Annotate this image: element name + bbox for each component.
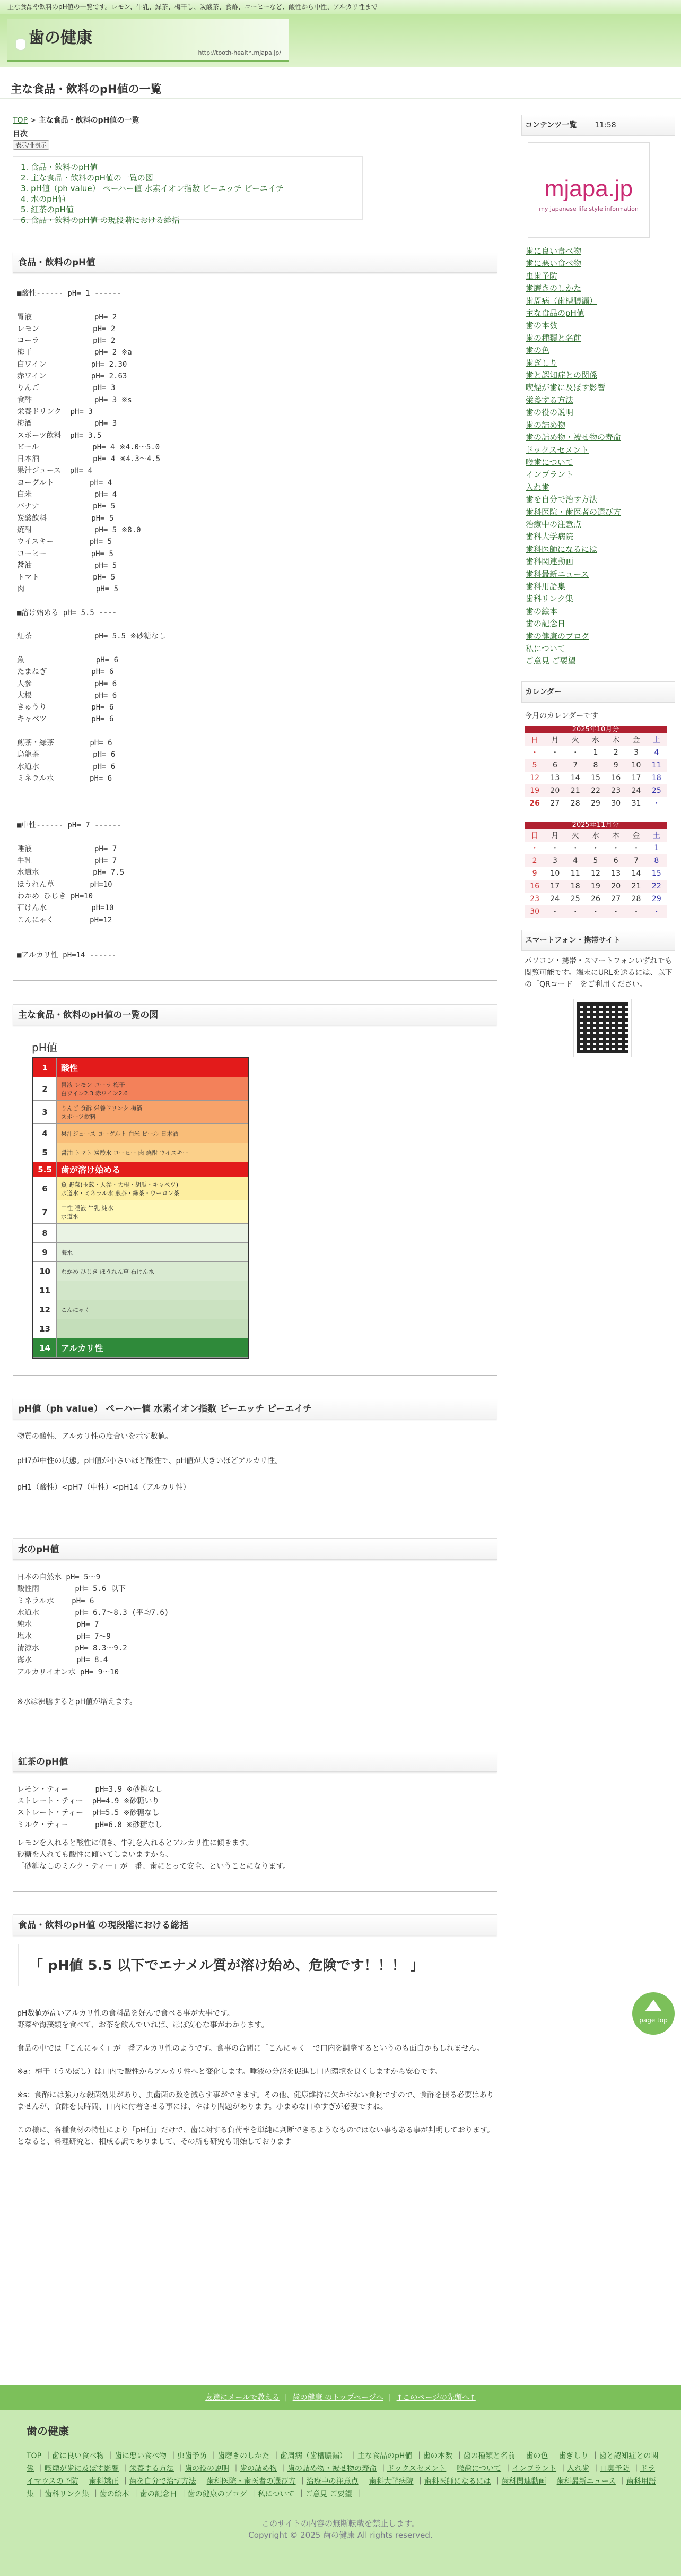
site-logo[interactable] bbox=[7, 19, 289, 62]
calendar-day: ・ bbox=[626, 905, 646, 918]
calendar-weekday: 土 bbox=[647, 733, 667, 746]
contents-heading bbox=[521, 115, 675, 136]
footer-link-separator: | bbox=[284, 2393, 287, 2402]
breadcrumb-top-link[interactable]: TOP bbox=[13, 116, 28, 125]
calendar-day: 6 bbox=[545, 759, 565, 772]
neutral-list: ■中性------ pH= 7 ------ 唾液 pH= 7 牛乳 pH= 7 水道水 pH= 7.5 ほうれん草 pH=10 わかめ ひじき pH=10 石けん水 pH=10 こんにゃく pH=12 bbox=[17, 821, 125, 924]
ph-row bbox=[33, 1338, 248, 1358]
ph-row-label bbox=[57, 1319, 65, 1338]
sidebar-menu-item[interactable]: 歯に悪い食べ物 bbox=[526, 258, 582, 269]
ph-row-label: 歯が溶け始める bbox=[61, 1165, 121, 1175]
ph-row bbox=[33, 1077, 248, 1101]
ph-figure bbox=[25, 1036, 259, 1359]
footer-menu-item[interactable]: 歯科矯正 bbox=[89, 2477, 119, 2486]
footer-menu-item[interactable]: 主な食品のpH値 bbox=[357, 2452, 413, 2460]
summary-p3: 食品の中では「こんにゃく」が一番アルカリ性のようです。食事の合間に「こんにゃく」で口内を調整するというのも面白かもしれません。 bbox=[17, 2044, 484, 2053]
calendar-day: 20 bbox=[545, 784, 565, 797]
calendar-day: ・ bbox=[586, 905, 606, 918]
toc-item[interactable]: 4. 水のpH値 bbox=[21, 194, 66, 204]
calendar-weekday: 土 bbox=[647, 829, 667, 842]
calendar-day: 29 bbox=[591, 799, 600, 808]
calendar-day: 26 bbox=[591, 894, 600, 903]
calendar-note: 今月のカレンダーです bbox=[525, 711, 599, 720]
section-title-tea-ph: 紅茶のpH値 bbox=[13, 1751, 497, 1772]
calendar-day: 10 bbox=[626, 759, 646, 772]
ph-explanation: pH7が中性の状態。pH値が小さいほど酸性で、pH値が大きいほどアルカリ性。 bbox=[17, 1457, 283, 1466]
ph-row-number: 10 bbox=[33, 1262, 57, 1281]
calendar-day: 12 bbox=[530, 773, 540, 782]
calendar-november bbox=[525, 822, 667, 918]
footer-menu-item[interactable]: 歯の色 bbox=[526, 2452, 548, 2460]
sidebar-menu bbox=[521, 245, 675, 668]
footer-link[interactable]: ↑このページの先頭へ↑ bbox=[396, 2393, 476, 2402]
calendar-day: 12 bbox=[591, 869, 600, 878]
ph-range: pH1（酸性）<pH7（中性）<pH14（アルカリ性） bbox=[17, 1483, 190, 1492]
footer-menu-item[interactable]: 歯の本数 bbox=[423, 2452, 453, 2460]
ph-row-number: 6 bbox=[33, 1177, 57, 1200]
footer-menu-item[interactable]: 歯科医院・歯医者の選び方 bbox=[206, 2477, 296, 2486]
footer-menu-item[interactable]: 喫煙が歯に及ぼす影響 bbox=[45, 2465, 119, 2473]
footer-menu-item[interactable]: 歯科大学病院 bbox=[369, 2477, 414, 2486]
footer-menu-item[interactable]: TOP bbox=[27, 2452, 42, 2460]
main-column bbox=[13, 115, 497, 2148]
calendar-day: ・ bbox=[551, 748, 559, 757]
section-title-summary: 食品・飲料のpH値 の現段階における総括 bbox=[13, 1914, 497, 1935]
calendar-day: 21 bbox=[626, 880, 646, 893]
tea-note-1: レモンを入れると酸性に傾き、牛乳を入れるとアルカリ性に傾きます。 bbox=[17, 1839, 254, 1847]
ph-row-label: 中性 唾液 牛乳 純水 水道水 bbox=[61, 1204, 114, 1220]
sidebar-menu-item[interactable]: 歯の詰め物 bbox=[526, 420, 566, 430]
acid-list: ■酸性------ pH= 1 ------ 胃液 pH= 2 レモン pH= 2 コーラ pH= 2 梅干 pH= 2 ※a 白ワイン pH= 2.30 赤ワイン pH= 2.63 りんご pH= 3 食酢 pH= 3 ※s 栄養ドリンク pH= 3 梅酒 pH= 3 スポーツ飲料 pH= 3.5 ビール pH= 4 ※4.0〜5.0 日本酒 pH= 4 ※4.3〜4.5 果汁ジュース pH= 4 ヨーグルト pH= 4 白米 pH= 4 バナナ pH= 5 炭酸飲料 pH= 5 焼酎 pH= 5 ※8.0 ウイスキー pH= 5 コーヒー pH= 5 醤油 pH= 5 トマト pH= 5 肉 pH= 5 bbox=[17, 289, 161, 594]
footer-menu-item[interactable]: 歯に良い食べ物 bbox=[52, 2452, 104, 2460]
calendar-day: 23 bbox=[606, 784, 626, 797]
summary-p1: pH数値が高いアルカリ性の食料品を好んで食べる事が大事です。 bbox=[17, 2009, 234, 2018]
calendar-day: 18 bbox=[565, 880, 586, 893]
calendar-weekday: 火 bbox=[565, 733, 586, 746]
footer-menu-item[interactable]: 私について bbox=[257, 2490, 295, 2499]
calendar-day: 16 bbox=[611, 773, 621, 782]
clock: 11:58 bbox=[595, 121, 616, 129]
calendar-weekday: 金 bbox=[626, 733, 646, 746]
ph-row-number: 5 bbox=[33, 1143, 57, 1162]
calendar-day: 5 bbox=[525, 759, 545, 772]
calendar-day: 16 bbox=[525, 880, 545, 893]
table-of-contents bbox=[13, 156, 363, 225]
calendar-day: 26 bbox=[529, 799, 540, 808]
breadcrumb bbox=[13, 115, 497, 125]
footer-menu-item[interactable]: 歯の種類と名前 bbox=[463, 2452, 516, 2460]
calendar-day: 6 bbox=[606, 854, 626, 867]
calendar-day: 24 bbox=[550, 894, 560, 903]
page-top-button[interactable]: page top bbox=[632, 1992, 675, 2035]
calendar-day: ・ bbox=[551, 844, 559, 853]
toc-item[interactable]: 2. 主な食品・飲料のpH値の一覧の図 bbox=[21, 173, 153, 183]
footer-menu-item[interactable]: インプラント bbox=[512, 2465, 557, 2473]
calendar-day: 9 bbox=[532, 869, 537, 878]
breadcrumb-separator: > bbox=[28, 116, 39, 125]
calendar-day: 1 bbox=[593, 748, 598, 757]
footer-menu-item[interactable]: 歯の絵本 bbox=[99, 2490, 129, 2499]
footer-menu-item[interactable]: 歯の役の説明 bbox=[185, 2465, 229, 2473]
ph-row bbox=[33, 1224, 248, 1243]
ph-row bbox=[33, 1177, 248, 1200]
phone-text: パソコン・携帯・スマートフォンいずれでも閲覧可能です。端末にURLを送るには、以下の「QRコード」をご利用ください。 bbox=[525, 956, 673, 989]
footer-menu-item[interactable]: 歯に悪い食べ物 bbox=[115, 2452, 167, 2460]
ph-row-label: 胃液 レモン コーラ 梅干 白ワイン2.3 赤ワイン2.6 bbox=[61, 1081, 128, 1097]
calendar-day: ・ bbox=[612, 844, 620, 853]
sidebar bbox=[521, 115, 675, 1057]
ph-row-number: 9 bbox=[33, 1243, 57, 1261]
toc-item[interactable]: 3. pH値（ph value） ペーハー値 水素イオン指数 ピーエッチ ピーエイチ bbox=[21, 184, 284, 193]
toc-item[interactable]: 1. 食品・飲料のpH値 bbox=[21, 162, 98, 172]
water-note: ※水は沸騰するとpH値が増えます。 bbox=[17, 1697, 137, 1706]
ph-row-number: 3 bbox=[33, 1101, 57, 1123]
ph-row bbox=[33, 1262, 248, 1281]
ph-row bbox=[33, 1200, 248, 1224]
calendar-day: 14 bbox=[631, 869, 641, 878]
footer-menu-item[interactable]: 歯の健康のブログ bbox=[187, 2490, 247, 2499]
calendar-day: 22 bbox=[647, 880, 667, 893]
ph-row-number: 8 bbox=[33, 1224, 57, 1242]
ph-row bbox=[33, 1281, 248, 1300]
calendar-day: 10 bbox=[550, 869, 560, 878]
calendar-day: 5 bbox=[586, 854, 606, 867]
footer-menu-item[interactable]: 歯の記念日 bbox=[139, 2490, 177, 2499]
calendar-day: 17 bbox=[631, 773, 641, 782]
sidebar-menu-item[interactable]: 歯の種類と名前 bbox=[526, 333, 582, 343]
melt-list: ■溶け始める pH= 5.5 ---- 紅茶 pH= 5.5 ※砂糖なし 魚 pH= 6 たまねぎ pH= 6 人参 pH= 6 大根 pH= 6 きゅうり pH= 6 キャベツ pH= 6 煎茶・緑茶 pH= 6 烏龍茶 pH= 6 水道水 pH= 6 ミネラル水 pH= 6 bbox=[17, 608, 167, 783]
calendar-day: 28 bbox=[570, 799, 580, 808]
calendar-day: 1 bbox=[654, 843, 659, 852]
summary-p2: 野菜や海藻類を食べて、お茶を飲んでいれば、ほぼ安心な事がわかります。 bbox=[17, 2021, 269, 2029]
sidebar-menu-item[interactable]: 喉歯について bbox=[526, 457, 573, 467]
calendar-weekday: 水 bbox=[586, 829, 606, 842]
ph-row-label: 醤油 トマト 炭酸水 コーヒー 肉 焼酎 ウイスキー bbox=[61, 1149, 189, 1156]
footer-menu-item[interactable]: ドライマウスの予防 bbox=[27, 2465, 656, 2486]
footer-menu-item[interactable]: 歯磨きのしかた bbox=[217, 2452, 270, 2460]
footer-menu-item[interactable]: 歯科最新ニュース bbox=[556, 2477, 616, 2486]
qr-code bbox=[573, 999, 632, 1057]
alkali-list: ■アルカリ性 pH=14 ------ bbox=[17, 950, 117, 959]
sidebar-menu-item[interactable]: 歯科リンク集 bbox=[526, 594, 573, 604]
calendar-day: 15 bbox=[651, 869, 661, 878]
mjapa-brand: mjapa.jp bbox=[544, 176, 633, 202]
toc-heading bbox=[13, 128, 497, 139]
calendar-day: ・ bbox=[531, 844, 539, 853]
footer-link-separator: | bbox=[388, 2393, 391, 2402]
toc-toggle-button[interactable]: 表示/非表示 bbox=[13, 140, 49, 150]
sidebar-menu-item[interactable]: 歯を自分で治す方法 bbox=[526, 495, 598, 505]
ph-row-label: 酸性 bbox=[61, 1063, 78, 1074]
toc-item[interactable]: 5. 紅茶のpH値 bbox=[21, 205, 74, 214]
ph-row-label: 魚 野菜(玉葱・人参・大根・胡瓜・キャベツ) 水道水・ミネラル水 煎茶・緑茶・ウーロン茶 bbox=[61, 1181, 180, 1197]
calendar-day: 25 bbox=[647, 784, 667, 797]
phone-heading: スマートフォン・携帯サイト bbox=[521, 930, 675, 951]
site-url: http://tooth-health.mjapa.jp/ bbox=[198, 49, 281, 56]
summary-p4: ※a：梅干（うめぼし）は口内で酸性からアルカリ性へと変化します。唾液の分泌を促進し口内環境を良くしますから安心です。 bbox=[17, 2068, 442, 2076]
ph-row bbox=[33, 1300, 248, 1319]
calendar-day: 13 bbox=[611, 869, 621, 878]
sidebar-menu-item[interactable]: 歯周病（歯槽膿漏） bbox=[526, 296, 598, 306]
page-title: 主な食品・飲料のpH値の一覧 bbox=[0, 67, 681, 99]
sidebar-menu-item[interactable]: 歯科最新ニュース bbox=[526, 569, 589, 579]
footer-menu-item[interactable]: 歯周病（歯槽膿漏） bbox=[280, 2452, 347, 2460]
calendar-day: 24 bbox=[626, 784, 646, 797]
sidebar-menu-item[interactable]: 治療中の注意点 bbox=[526, 519, 582, 529]
ph-row-number: 13 bbox=[33, 1319, 57, 1338]
footer-menu-item[interactable]: 入れ歯 bbox=[567, 2465, 590, 2473]
footer-menu: TOP ｜歯に良い食べ物 ｜歯に悪い食べ物 ｜虫歯予防 ｜歯磨きのしかた ｜歯周病（歯槽膿漏） ｜主な食品のpH値 ｜歯の本数 ｜歯の種類と名前 ｜歯の色 ｜歯ぎしり ｜歯と認知症との関係 ｜喫煙が歯に及ぼす影響 ｜栄養する方法 ｜歯の役の説明 ｜歯の詰め物 ｜歯の詰め物・被せ物の寿命 ｜ドックスセメント ｜喉歯について ｜インプラント ｜入れ歯 ｜口臭予防 ｜ドライマウスの予防 ｜歯科矯正 ｜歯を自分で治す方法 ｜歯科医院・歯医者の選び方 ｜治療中の注意点 ｜歯科大学病院 ｜歯科医師になるには ｜歯科関連動画 ｜歯科最新ニュース ｜歯科用語集 ｜歯科リンク集 ｜歯の絵本 ｜歯の記念日 ｜歯の健康のブログ ｜私について ｜ご意見 ご要望 ｜ bbox=[27, 2452, 659, 2499]
water-ph-list: 日本の自然水 pH= 5〜9 酸性雨 pH= 5.6 以下 ミネラル水 pH= 6 水道水 pH= 6.7〜8.3 (平均7.6) 純水 pH= 7 塩水 pH= 7〜9 清涼水 pH= 8.3〜9.2 海水 pH= 8.4 アルカリイオン水 pH= 9〜10 bbox=[17, 1573, 169, 1676]
sidebar-menu-item[interactable]: インプラント bbox=[526, 470, 574, 480]
ph-row-label: こんにゃく bbox=[61, 1306, 90, 1313]
footer-links bbox=[0, 2385, 681, 2410]
footer bbox=[0, 2385, 681, 2576]
calendar-weekday: 木 bbox=[606, 829, 626, 842]
ph-figure-label: pH値 bbox=[32, 1041, 57, 1054]
calendar-day: ・ bbox=[531, 748, 539, 757]
copyright-line: Copyright © 2025 歯の健康 All rights reserved. bbox=[248, 2530, 433, 2540]
calendar-day: 28 bbox=[631, 894, 641, 903]
sidebar-menu-item[interactable]: ドックスセメント bbox=[526, 445, 589, 455]
calendar-day: 27 bbox=[550, 799, 560, 808]
toc-label: 目次 bbox=[13, 130, 28, 139]
summary-quote: 「 pH値 5.5 以下でエナメル質が溶け始め、危険です！！！ 」 bbox=[18, 1944, 490, 1986]
sidebar-menu-item[interactable]: 入れ歯 bbox=[526, 482, 550, 492]
footer-menu-item[interactable]: ご意見 ご要望 bbox=[305, 2490, 352, 2499]
footer-menu-item[interactable]: 歯と認知症との関係 bbox=[27, 2452, 659, 2473]
section-title-ph-figure: 主な食品・飲料のpH値の一覧の図 bbox=[13, 1004, 497, 1025]
calendar-weekday: 月 bbox=[545, 733, 565, 746]
calendar-day: 4 bbox=[565, 854, 586, 867]
ph-definition: 物質の酸性、アルカリ性の度合いを示す数値。 bbox=[17, 1432, 173, 1441]
footer-menu-item[interactable]: 歯科医師になるには bbox=[424, 2477, 491, 2486]
footer-menu-item[interactable]: 治療中の注意点 bbox=[306, 2477, 359, 2486]
footer-menu-item[interactable]: 歯を自分で治す方法 bbox=[129, 2477, 196, 2486]
ph-row-number: 5.5 bbox=[33, 1162, 57, 1177]
calendar-day: 30 bbox=[611, 799, 621, 808]
ph-row-label: わかめ ひじき ほうれん草 石けん水 bbox=[61, 1268, 154, 1275]
calendar-day: 8 bbox=[586, 759, 606, 772]
calendar-day: 2 bbox=[525, 854, 545, 867]
contents-label: コンテンツ一覧 bbox=[525, 121, 577, 129]
calendar-weekday: 金 bbox=[626, 829, 646, 842]
mjapa-banner[interactable] bbox=[528, 142, 650, 238]
calendar-day: 3 bbox=[545, 854, 565, 867]
calendar-heading: カレンダー bbox=[521, 681, 675, 703]
ph-row-number: 2 bbox=[33, 1077, 57, 1100]
calendar-day: ・ bbox=[591, 844, 599, 853]
footer-menu-item[interactable]: 喉歯について bbox=[457, 2465, 502, 2473]
calendar-day: 4 bbox=[654, 748, 659, 757]
calendar-day: ・ bbox=[632, 844, 640, 853]
footer-menu-item[interactable]: ドックスセメント bbox=[387, 2465, 447, 2473]
header-banner bbox=[0, 14, 681, 67]
sidebar-menu-item[interactable]: 虫歯予防 bbox=[526, 271, 558, 281]
tooth-icon bbox=[15, 38, 27, 51]
calendar-day: ・ bbox=[571, 748, 579, 757]
footer-menu-item[interactable]: 歯ぎしり bbox=[558, 2452, 589, 2460]
ph-row-label: アルカリ性 bbox=[61, 1343, 103, 1354]
footer-menu-item[interactable]: 歯科関連動画 bbox=[501, 2477, 546, 2486]
sidebar-menu-item[interactable]: 栄養する方法 bbox=[526, 395, 574, 405]
sidebar-menu-item[interactable]: 歯の記念日 bbox=[526, 619, 566, 629]
ph-row-number: 7 bbox=[33, 1200, 57, 1223]
ph-row-label: りんご 食酢 栄養ドリンク 梅酒 スポーツ飲料 bbox=[61, 1104, 143, 1120]
calendar-weekday: 水 bbox=[586, 733, 606, 746]
calendar-day: 15 bbox=[591, 773, 600, 782]
calendar-day: 3 bbox=[634, 748, 639, 757]
sidebar-menu-item[interactable]: ご意見 ご要望 bbox=[526, 656, 576, 666]
footer-menu-item[interactable]: 栄養する方法 bbox=[129, 2465, 174, 2473]
sidebar-menu-item[interactable]: 歯科大学病院 bbox=[526, 532, 574, 542]
section-title-water-ph: 水のpH値 bbox=[13, 1538, 497, 1560]
sidebar-menu-item[interactable]: 歯の絵本 bbox=[526, 606, 558, 616]
content-wrapper bbox=[0, 99, 681, 2386]
calendar-day: ・ bbox=[571, 844, 579, 853]
copyright bbox=[0, 2518, 681, 2541]
ph-row-number: 4 bbox=[33, 1124, 57, 1143]
copyright-notice: このサイトの内容の無断転載を禁止します。 bbox=[261, 2519, 420, 2528]
calendar-october bbox=[525, 726, 667, 810]
sidebar-menu-item[interactable]: 歯科用語集 bbox=[526, 581, 566, 591]
tea-ph-list: レモン・ティー pH=3.9 ※砂糖なし ストレート・ティー pH=4.9 ※砂糖いり ストレート・ティー pH=5.5 ※砂糖なし ミルク・ティー pH=6.8 ※砂糖なし bbox=[17, 1785, 163, 1829]
ph-row-label: 果汁ジュース ヨーグルト 白米 ビール 日本酒 bbox=[61, 1130, 179, 1137]
sidebar-menu-item[interactable]: 歯磨きのしかた bbox=[526, 283, 582, 293]
ph-row-label bbox=[57, 1224, 65, 1242]
sidebar-menu-item[interactable]: 歯に良い食べ物 bbox=[526, 246, 582, 256]
footer-menu-item[interactable]: 歯科リンク集 bbox=[45, 2490, 89, 2499]
tea-note-2: 砂糖を入れても酸性に傾いてしまいますから、 bbox=[17, 1851, 173, 1859]
ph-row bbox=[33, 1101, 248, 1124]
calendar-day: 29 bbox=[651, 894, 661, 903]
calendar-day: 9 bbox=[606, 759, 626, 772]
ph-row bbox=[33, 1058, 248, 1077]
calendar-weekday: 月 bbox=[545, 829, 565, 842]
mjapa-tagline: my japanese life style information bbox=[539, 205, 639, 212]
calendar-day: ・ bbox=[545, 905, 565, 918]
sidebar-menu-item[interactable]: 歯科医院・歯医者の選び方 bbox=[526, 507, 622, 517]
ph-row bbox=[33, 1124, 248, 1143]
calendar-day: 25 bbox=[570, 894, 580, 903]
sidebar-menu-item[interactable]: 歯と認知症との関係 bbox=[526, 370, 598, 381]
footer-menu-item[interactable]: 虫歯予防 bbox=[177, 2452, 207, 2460]
footer-menu-item[interactable]: 歯の詰め物 bbox=[240, 2465, 277, 2473]
calendar-day: 7 bbox=[626, 854, 646, 867]
calendar-day: 17 bbox=[545, 880, 565, 893]
calendar-day: 13 bbox=[550, 773, 560, 782]
footer-menu-item[interactable]: 口臭予防 bbox=[600, 2465, 630, 2473]
footer-link[interactable]: 友達にメールで教える bbox=[205, 2393, 280, 2402]
calendar-day: ・ bbox=[652, 799, 660, 808]
calendar-day: 22 bbox=[586, 784, 606, 797]
calendar-day: ・ bbox=[606, 905, 626, 918]
calendar-weekday: 火 bbox=[565, 829, 586, 842]
calendar-day: 21 bbox=[565, 784, 586, 797]
breadcrumb-current: 主な食品・飲料のpH値の一覧 bbox=[38, 116, 139, 125]
summary-p7: となると、料理研究と、相成る訳でありまして、その所も研究も開始しております bbox=[17, 2138, 292, 2146]
calendar-day: ・ bbox=[565, 905, 586, 918]
calendar-day: 19 bbox=[525, 784, 545, 797]
calendar-day: 27 bbox=[611, 894, 621, 903]
sidebar-menu-item[interactable]: 主な食品のpH値 bbox=[526, 308, 584, 318]
sidebar-menu-item[interactable]: 歯科医師になるには bbox=[526, 544, 598, 554]
sidebar-menu-item[interactable]: 歯の詰め物・被せ物の寿命 bbox=[526, 433, 622, 443]
calendar-day: 19 bbox=[586, 880, 606, 893]
sidebar-menu-item[interactable]: 歯の健康のブログ bbox=[526, 631, 590, 641]
calendar-weekday: 日 bbox=[525, 829, 545, 842]
calendar-day: 30 bbox=[525, 905, 545, 918]
ph-row-label: 海水 bbox=[61, 1249, 73, 1256]
ph-row bbox=[33, 1319, 248, 1338]
calendar-weekday: 日 bbox=[525, 733, 545, 746]
calendar-day: 11 bbox=[647, 759, 667, 772]
site-title: 歯の健康 bbox=[29, 29, 92, 47]
calendar-day: 14 bbox=[570, 773, 580, 782]
sidebar-menu-item[interactable]: 歯の本数 bbox=[526, 321, 558, 331]
calendar-title: 2025年10月分 bbox=[525, 726, 667, 733]
footer-site-title: 歯の健康 bbox=[27, 2425, 69, 2437]
sidebar-menu-item[interactable]: 喫煙が歯に及ぼす影響 bbox=[526, 383, 606, 393]
calendar-day: 31 bbox=[631, 799, 641, 808]
ph-row bbox=[33, 1162, 248, 1177]
toc-item[interactable]: 6. 食品・飲料のpH値 の現段階における総括 bbox=[21, 215, 180, 225]
ph-row-number: 12 bbox=[33, 1300, 57, 1319]
summary-p6: この様に、各種食材の特性により「pH値」だけで、歯に対する負荷率を単純に判断できるようなものではない事もある事が判明しております。 bbox=[17, 2126, 495, 2134]
calendar-day: 8 bbox=[647, 854, 667, 867]
sidebar-menu-item[interactable]: 歯の色 bbox=[526, 345, 550, 356]
sidebar-menu-item[interactable]: 私について bbox=[526, 644, 565, 653]
section-title-ph-value: pH値（ph value） ペーハー値 水素イオン指数 ピーエッチ ピーエイチ bbox=[13, 1398, 497, 1419]
ph-row-number: 14 bbox=[33, 1338, 57, 1357]
ph-row bbox=[33, 1243, 248, 1262]
footer-menu-item[interactable]: 歯の詰め物・被せ物の寿命 bbox=[287, 2465, 377, 2473]
calendar-day: 2 bbox=[613, 748, 618, 757]
site-description-bar: 主な食品や飲料のpH値の一覧です。レモン、牛乳、緑茶、梅干し、炭酸茶、食酢、コーヒーなど、酸性から中性、アルカリ性まで bbox=[0, 0, 681, 14]
ph-row-number: 11 bbox=[33, 1281, 57, 1300]
sidebar-menu-item[interactable]: 歯科関連動画 bbox=[526, 557, 574, 567]
calendar-day: ・ bbox=[647, 905, 667, 918]
summary-p5: ※s：食酢には強力な殺菌効果があり、虫歯菌の数を減らす事ができます。その他、健康維持に欠かせない食材ですので、食酢を摂る必要はありませんが、食酢を長時間、口内に付着させる事には、やはり問題があります。小まめな口ゆすぎが必要ですね。 bbox=[17, 2091, 494, 2111]
calendar-day: 23 bbox=[530, 894, 540, 903]
calendar-day: 7 bbox=[565, 759, 586, 772]
calendar-title: 2025年11月分 bbox=[525, 822, 667, 829]
ph-row-number: 1 bbox=[33, 1058, 57, 1077]
sidebar-menu-item[interactable]: 歯ぎしり bbox=[526, 358, 558, 368]
calendar-day: 20 bbox=[606, 880, 626, 893]
footer-link[interactable]: 歯の健康 のトップページへ bbox=[292, 2393, 383, 2402]
sidebar-menu-item[interactable]: 歯の役の説明 bbox=[526, 408, 574, 418]
ph-row-label bbox=[57, 1281, 65, 1300]
calendar-day: 18 bbox=[651, 773, 661, 782]
footer-menu-item[interactable]: 歯科用語集 bbox=[27, 2477, 656, 2499]
section-title-food-ph: 食品・飲料のpH値 bbox=[13, 252, 497, 273]
tea-note-3: 「砂糖なしのミルク・ティー」が一番、歯にとって安全、ということになります。 bbox=[17, 1862, 291, 1871]
ph-row bbox=[33, 1143, 248, 1162]
calendar-weekday: 木 bbox=[606, 733, 626, 746]
calendar-day: 11 bbox=[570, 869, 580, 878]
